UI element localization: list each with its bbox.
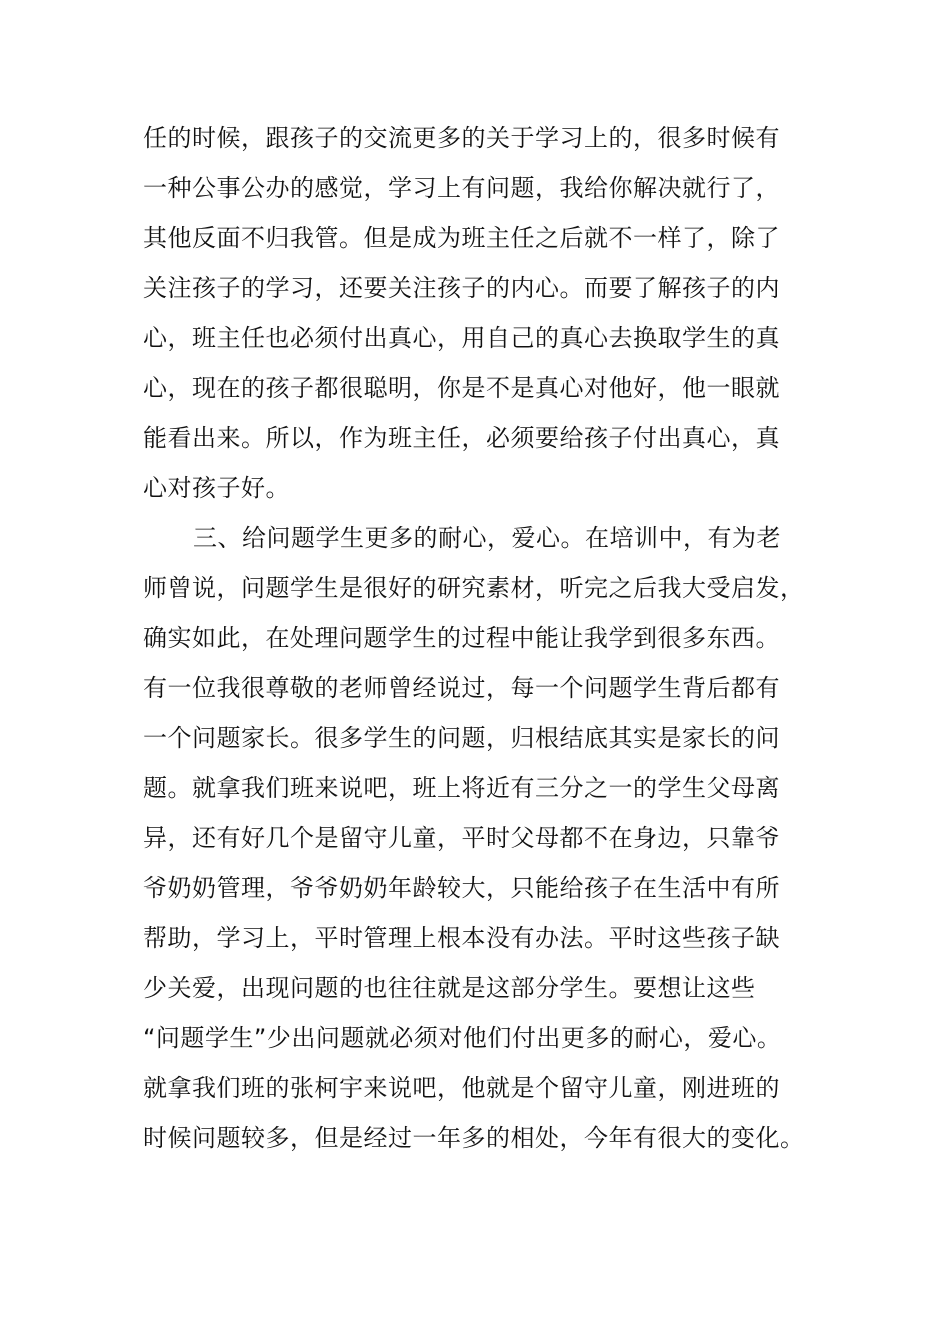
text-line: 就拿我们班的张柯宇来说吧，他就是个留守儿童，刚进班的 [143,1074,780,1102]
text-line: 能看出来。所以，作为班主任，必须要给孩子付出真心，真 [143,424,780,452]
text-line: 帮助，学习上，平时管理上根本没有办法。平时这些孩子缺 [143,924,780,952]
text-line: 一个问题家长。很多学生的问题，归根结底其实是家长的问 [143,724,780,752]
text-line: 少关爱，出现问题的也往往就是这部分学生。要想让这些 [143,974,756,1002]
section-heading-line: 三、给问题学生更多的耐心，爱心。在培训中，有为老 [193,524,781,552]
text-line: 心，现在的孩子都很聪明，你是不是真心对他好，他一眼就 [143,374,780,402]
text-line: 心对孩子好。 [143,474,290,502]
text-line: 任的时候，跟孩子的交流更多的关于学习上的，很多时候有 [143,124,780,152]
text-line: 有一位我很尊敬的老师曾经说过，每一个问题学生背后都有 [143,674,780,702]
text-line: 确实如此，在处理问题学生的过程中能让我学到很多东西。 [143,624,780,652]
text-line: 一种公事公办的感觉，学习上有问题，我给你解决就行了， [143,174,780,202]
text-line: 异，还有好几个是留守儿童，平时父母都不在身边，只靠爷 [143,824,780,852]
text-line: 心，班主任也必须付出真心，用自己的真心去换取学生的真 [143,324,780,352]
text-line: 题。就拿我们班来说吧，班上将近有三分之一的学生父母离 [143,774,780,802]
text-line: 其他反面不归我管。但是成为班主任之后就不一样了，除了 [143,224,780,252]
text-line: 时候问题较多，但是经过一年多的相处，今年有很大的变化。 [143,1124,805,1152]
text-line: 师曾说，问题学生是很好的研究素材，听完之后我大受启发， [143,574,805,602]
text-line: 爷奶奶管理，爷爷奶奶年龄较大，只能给孩子在生活中有所 [143,874,780,902]
text-line: 关注孩子的学习，还要关注孩子的内心。而要了解孩子的内 [143,274,780,302]
text-line: “问题学生”少出问题就必须对他们付出更多的耐心，爱心。 [143,1024,782,1052]
